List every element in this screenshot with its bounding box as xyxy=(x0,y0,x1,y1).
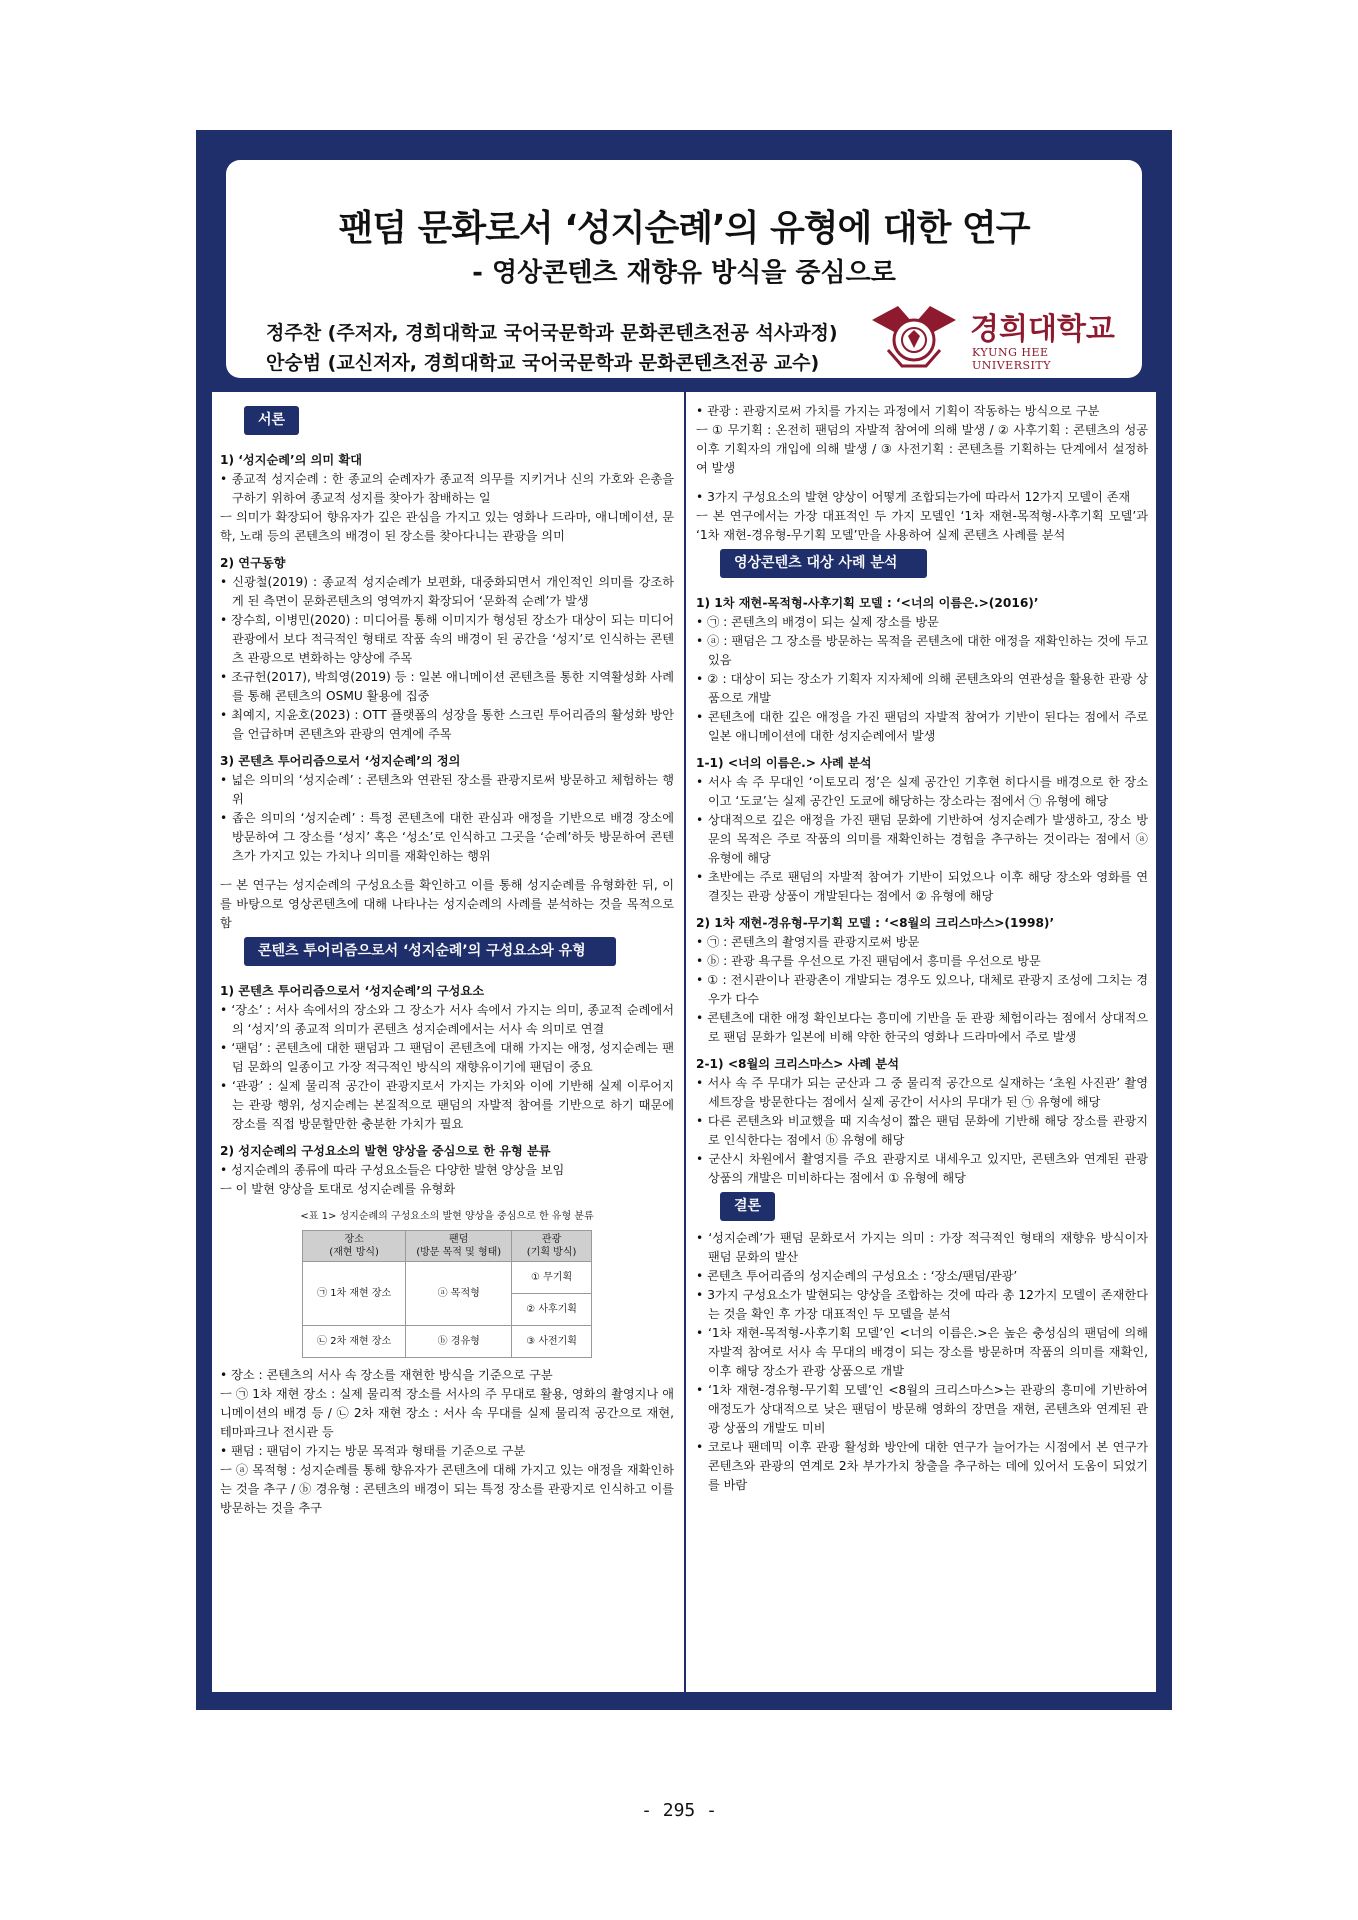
table-cell: ② 사후기획 xyxy=(512,1294,592,1326)
bullet: • ‘관광’ : 실제 물리적 공간이 관광지로서 가지는 가치와 이에 기반해 실제 이루어지는 관광 행위, 성지순례는 본질적으로 팬덤의 자발적 참여를 기반으로 하기 때문에 장소를 직접 방문할만한 충분한 가치가 필요 xyxy=(220,1077,674,1134)
subheading: 3) 콘텐츠 투어리즘으로서 ‘성지순례’의 정의 xyxy=(220,754,461,768)
paragraph: ㅡ 본 연구는 성지순례의 구성요소를 확인하고 이를 통해 성지순례를 유형화한 뒤, 이를 바탕으로 영상콘텐츠에 대해 나타나는 성지순례의 사례를 분석하는 것을 목적으로 함 xyxy=(220,878,674,930)
section-intro-heading: 서론 xyxy=(244,406,299,435)
table-cell: ① 무기획 xyxy=(512,1262,592,1294)
paragraph: ㅡ ⓐ 목적형 : 성지순례를 통해 향유자가 콘텐츠에 대해 가지고 있는 애정을 재확인하는 것을 추구 / ⓑ 경유형 : 콘텐츠의 배경이 되는 특정 장소를 관광지로 인식하고 이를 방문하는 것을 추구 xyxy=(220,1463,674,1515)
table-header: 장소 (재현 방식) xyxy=(303,1231,406,1262)
bullet: • ㉠ : 콘텐츠의 배경이 되는 실제 장소를 방문 xyxy=(696,613,1148,632)
bullet: • 서사 속 주 무대인 ‘이토모리 정’은 실제 공간인 기후현 히다시를 배경으로 한 장소이고 ‘도쿄’는 실제 공간인 도쿄에 해당하는 장소라는 점에서 ㉠ 유형에 해당 xyxy=(696,773,1148,811)
bullet: • 성지순례의 종류에 따라 구성요소들은 다양한 발현 양상을 보임 xyxy=(220,1161,674,1180)
table-cell: ㉡ 2차 재현 장소 xyxy=(303,1326,406,1358)
bullet: • ㉠ : 콘텐츠의 촬영지를 관광지로써 방문 xyxy=(696,933,1148,952)
section-conclusion-heading: 결론 xyxy=(720,1192,775,1221)
column-divider xyxy=(684,392,686,1692)
poster-title: 팬덤 문화로서 ‘성지순례’의 유형에 대한 연구 xyxy=(338,208,1030,249)
bullet: • 좁은 의미의 ‘성지순례’ : 특정 콘텐츠에 대한 관심과 애정을 기반으로 배경 장소에 방문하여 그 장소를 ‘성지’ 혹은 ‘성소’로 인식하고 그곳을 ‘순례’하듯 방문하여 콘텐츠가 가지고 있는 가치나 의미를 재확인하는 행위 xyxy=(220,809,674,866)
author-corresponding: 안숭범 (교신저자, 경희대학교 국어국문학과 문화콘텐츠전공 교수) xyxy=(266,352,820,374)
bullet: • 최예지, 지윤호(2023) : OTT 플랫폼의 성장을 통한 스크린 투어리즘의 활성화 방안을 언급하며 콘텐츠와 관광의 연계에 주목 xyxy=(220,706,674,744)
table-cell: ③ 사전기획 xyxy=(512,1326,592,1358)
poster-subtitle: - 영상콘텐츠 재향유 방식을 중심으로 xyxy=(472,258,896,288)
university-name: 경희대학교 xyxy=(970,312,1115,347)
bullet: • 조규헌(2017), 박희영(2019) 등 : 일본 애니메이션 콘텐츠를 통한 지역활성화 사례를 통해 콘텐츠의 OSMU 활용에 집중 xyxy=(220,668,674,706)
subheading: 2) 성지순례의 구성요소의 발현 양상을 중심으로 한 유형 분류 xyxy=(220,1144,551,1158)
left-column xyxy=(220,402,674,1682)
bullet: • 장수희, 이병민(2020) : 미디어를 통해 이미지가 형성된 장소가 대상이 되는 미디어 관광에서 보다 적극적인 형태로 작품 속의 배경이 된 공간을 ‘성지’로 인식하는 콘텐츠 관광으로 변화하는 양상에 주목 xyxy=(220,611,674,668)
bullet: • 종교적 성지순례 : 한 종교의 순례자가 종교적 의무를 지키거나 신의 가호와 은총을 구하기 위하여 종교적 성지를 찾아가 참배하는 일 xyxy=(220,470,674,508)
bullet: • ⓐ : 팬덤은 그 장소를 방문하는 목적을 콘텐츠에 대한 애정을 재확인하는 것에 두고 있음 xyxy=(696,632,1148,670)
bullet: • ① : 전시관이나 관광촌이 개발되는 경우도 있으나, 대체로 관광지 조성에 그치는 경우가 다수 xyxy=(696,971,1148,1009)
table-cell: ㉠ 1차 재현 장소 xyxy=(303,1262,406,1326)
university-logo xyxy=(868,300,1118,370)
poster xyxy=(196,130,1172,1710)
subheading: 1) ‘성지순례’의 의미 확대 xyxy=(220,453,362,467)
table-caption: <표 1> 성지순례의 구성요소의 발현 양상을 중심으로 한 유형 분류 xyxy=(300,1211,594,1222)
bullet: • 콘텐츠 투어리즘의 성지순례의 구성요소 : ‘장소/팬덤/관광’ xyxy=(696,1267,1148,1286)
bullet: • ‘팬덤’ : 콘텐츠에 대한 팬덤과 그 팬덤이 콘텐츠에 대해 가지는 애정, 성지순례는 팬덤 문화의 일종이고 가장 적극적인 방식의 재향유이기에 팬덤이 중요 xyxy=(220,1039,674,1077)
bullet: • 군산시 차원에서 촬영지를 주요 관광지로 내세우고 있지만, 콘텐츠와 연계된 관광 상품의 개발은 미비하다는 점에서 ① 유형에 해당 xyxy=(696,1150,1148,1188)
type-table xyxy=(302,1230,592,1358)
bullet: • 넓은 의미의 ‘성지순례’ : 콘텐츠와 연관된 장소를 관광지로써 방문하고 체험하는 행위 xyxy=(220,771,674,809)
subheading: 2) 연구동향 xyxy=(220,556,286,570)
bullet: • 초반에는 주로 팬덤의 자발적 참여가 기반이 되었으나 이후 해당 장소와 영화를 연결짓는 관광 상품이 개발된다는 점에서 ② 유형에 해당 xyxy=(696,868,1148,906)
subheading: 1-1) <너의 이름은.> 사례 분석 xyxy=(696,756,872,770)
bullet: • 장소 : 콘텐츠의 서사 속 장소를 재현한 방식을 기준으로 구분 xyxy=(220,1366,674,1385)
right-column xyxy=(696,402,1148,1682)
bullet: • ② : 대상이 되는 장소가 기획자 지자체에 의해 콘텐츠와의 연관성을 활용한 관광 상품으로 개발 xyxy=(696,670,1148,708)
bullet: • 팬덤 : 팬덤이 가지는 방문 목적과 형태를 기준으로 구분 xyxy=(220,1442,674,1461)
table-cell: ⓑ 경유형 xyxy=(406,1326,512,1358)
bullet: • ‘1차 재현-목적형-사후기획 모델’인 <너의 이름은.>은 높은 충성심의 팬덤에 의해 자발적 참여로 서사 속 무대의 배경이 되는 장소를 방문하며 작품의 의미를 재확인, 이후 해당 장소가 관광 상품으로 개발 xyxy=(696,1324,1148,1381)
bullet: • ‘1차 재현-경유형-무기획 모델’인 <8월의 크리스마스>는 관광의 흥미에 기반하여 애정도가 상대적으로 낮은 팬덤이 방문해 영화의 장면을 재현, 콘텐츠와 연계된 관광 상품의 개발도 미비 xyxy=(696,1381,1148,1438)
table-header: 관광 (기획 방식) xyxy=(512,1231,592,1262)
paragraph: ㅡ ㉠ 1차 재현 장소 : 실제 물리적 장소를 서사의 주 무대로 활용, 영화의 촬영지나 애니메이션의 배경 등 / ㉡ 2차 재현 장소 : 서사 속 무대를 실제 물리적 공간으로 재현, 테마파크나 전시관 등 xyxy=(220,1387,674,1439)
bullet: • 콘텐츠에 대한 애정 확인보다는 흥미에 기반을 둔 관광 체험이라는 점에서 상대적으로 팬덤 문화가 일본에 비해 약한 한국의 영화나 드라마에서 주로 발생 xyxy=(696,1009,1148,1047)
subheading: 2-1) <8월의 크리스마스> 사례 분석 xyxy=(696,1057,899,1071)
bullet: • 다른 콘텐츠와 비교했을 때 지속성이 짧은 팬덤 문화에 기반해 해당 장소를 관광지로 인식한다는 점에서 ⓑ 유형에 해당 xyxy=(696,1112,1148,1150)
section-components-heading: 콘텐츠 투어리즘으로서 ‘성지순례’의 구성요소와 유형 xyxy=(244,937,616,966)
subheading: 1) 1차 재현-목적형-사후기획 모델 : ‘<너의 이름은.>(2016)’ xyxy=(696,596,1039,610)
bullet: • 서사 속 주 무대가 되는 군산과 그 중 물리적 공간으로 실재하는 ‘초원 사진관’ 촬영 세트장을 방문한다는 점에서 실제 공간이 서사의 무대가 된 ㉠ 유형에 해당 xyxy=(696,1074,1148,1112)
section-cases-heading: 영상콘텐츠 대상 사례 분석 xyxy=(720,549,927,578)
paragraph: ㅡ 이 발현 양상을 토대로 성지순례를 유형화 xyxy=(220,1182,456,1196)
paragraph: ㅡ 본 연구에서는 가장 대표적인 두 가지 모델인 ‘1차 재현-목적형-사후기획 모델’과 ‘1차 재현-경유형-무기획 모델’만을 사용하여 실제 콘텐츠 사례를 분석 xyxy=(696,509,1148,542)
bullet: • ‘장소’ : 서사 속에서의 장소와 그 장소가 서사 속에서 가지는 의미, 종교적 순례에서의 ‘성지’의 종교적 의미가 콘텐츠 성지순례에서는 서사 속 의미로 연결 xyxy=(220,1001,674,1039)
subheading: 2) 1차 재현-경유형-무기획 모델 : ‘<8월의 크리스마스>(1998)’ xyxy=(696,916,1055,930)
university-name-english: KYUNG HEE UNIVERSITY xyxy=(972,346,1051,372)
author-primary: 정주찬 (주저자, 경희대학교 국어국문학과 문화콘텐츠전공 석사과정) xyxy=(266,322,838,344)
bullet: • ⓑ : 관광 욕구를 우선으로 가진 팬덤에서 흥미를 우선으로 방문 xyxy=(696,952,1148,971)
table-header: 팬덤 (방문 목적 및 형태) xyxy=(406,1231,512,1262)
bullet: • 상대적으로 깊은 애정을 가진 팬덤 문화에 기반하여 성지순례가 발생하고, 장소 방문의 목적은 주로 작품의 의미를 재확인하는 경험을 추구하는 것이라는 점에서 ⓐ 유형에 해당 xyxy=(696,811,1148,868)
paragraph: ㅡ 의미가 확장되어 향유자가 깊은 관심을 가지고 있는 영화나 드라마, 애니메이션, 문학, 노래 등의 콘텐츠의 배경이 된 장소를 찾아다니는 관광을 의미 xyxy=(220,510,674,543)
bullet: • 3가지 구성요소가 발현되는 양상을 조합하는 것에 따라 총 12가지 모델이 존재한다는 것을 확인 후 가장 대표적인 두 모델을 분석 xyxy=(696,1286,1148,1324)
bullet: • 콘텐츠에 대한 깊은 애정을 가진 팬덤의 자발적 참여가 기반이 된다는 점에서 주로 일본 애니메이션에 대한 성지순례에서 발생 xyxy=(696,708,1148,746)
bullet: • 3가지 구성요소의 발현 양상이 어떻게 조합되는가에 따라서 12가지 모델이 존재 xyxy=(696,488,1148,507)
poster-body xyxy=(212,392,1156,1692)
paragraph: ㅡ ① 무기획 : 온전히 팬덤의 자발적 참여에 의해 발생 / ② 사후기획 : 콘텐츠의 성공 이후 기획자의 개입에 의해 발생 / ③ 사전기획 : 콘텐츠를 기획하는 단계에서 설정하여 발생 xyxy=(696,423,1148,475)
page-number: - 295 - xyxy=(641,1800,717,1821)
table-cell: ⓐ 목적형 xyxy=(406,1262,512,1326)
subheading: 1) 콘텐츠 투어리즘으로서 ‘성지순례’의 구성요소 xyxy=(220,984,484,998)
bullet: • ‘성지순례’가 팬덤 문화로서 가지는 의미 : 가장 적극적인 형태의 재향유 방식이자 팬덤 문화의 발산 xyxy=(696,1229,1148,1267)
university-emblem-icon xyxy=(868,300,960,370)
bullet: • 신광철(2019) : 종교적 성지순례가 보편화, 대중화되면서 개인적인 의미를 강조하게 된 측면이 문화콘텐츠의 영역까지 확장되어 ‘문화적 순례’가 발생 xyxy=(220,573,674,611)
bullet: • 관광 : 관광지로써 가치를 가지는 과정에서 기획이 작동하는 방식으로 구분 xyxy=(696,402,1148,421)
poster-header xyxy=(226,160,1142,378)
bullet: • 코로나 팬데믹 이후 관광 활성화 방안에 대한 연구가 늘어가는 시점에서 본 연구가 콘텐츠와 관광의 연계로 2차 부가가치 창출을 추구하는 데에 있어서 도움이 되었기를 바람 xyxy=(696,1438,1148,1495)
